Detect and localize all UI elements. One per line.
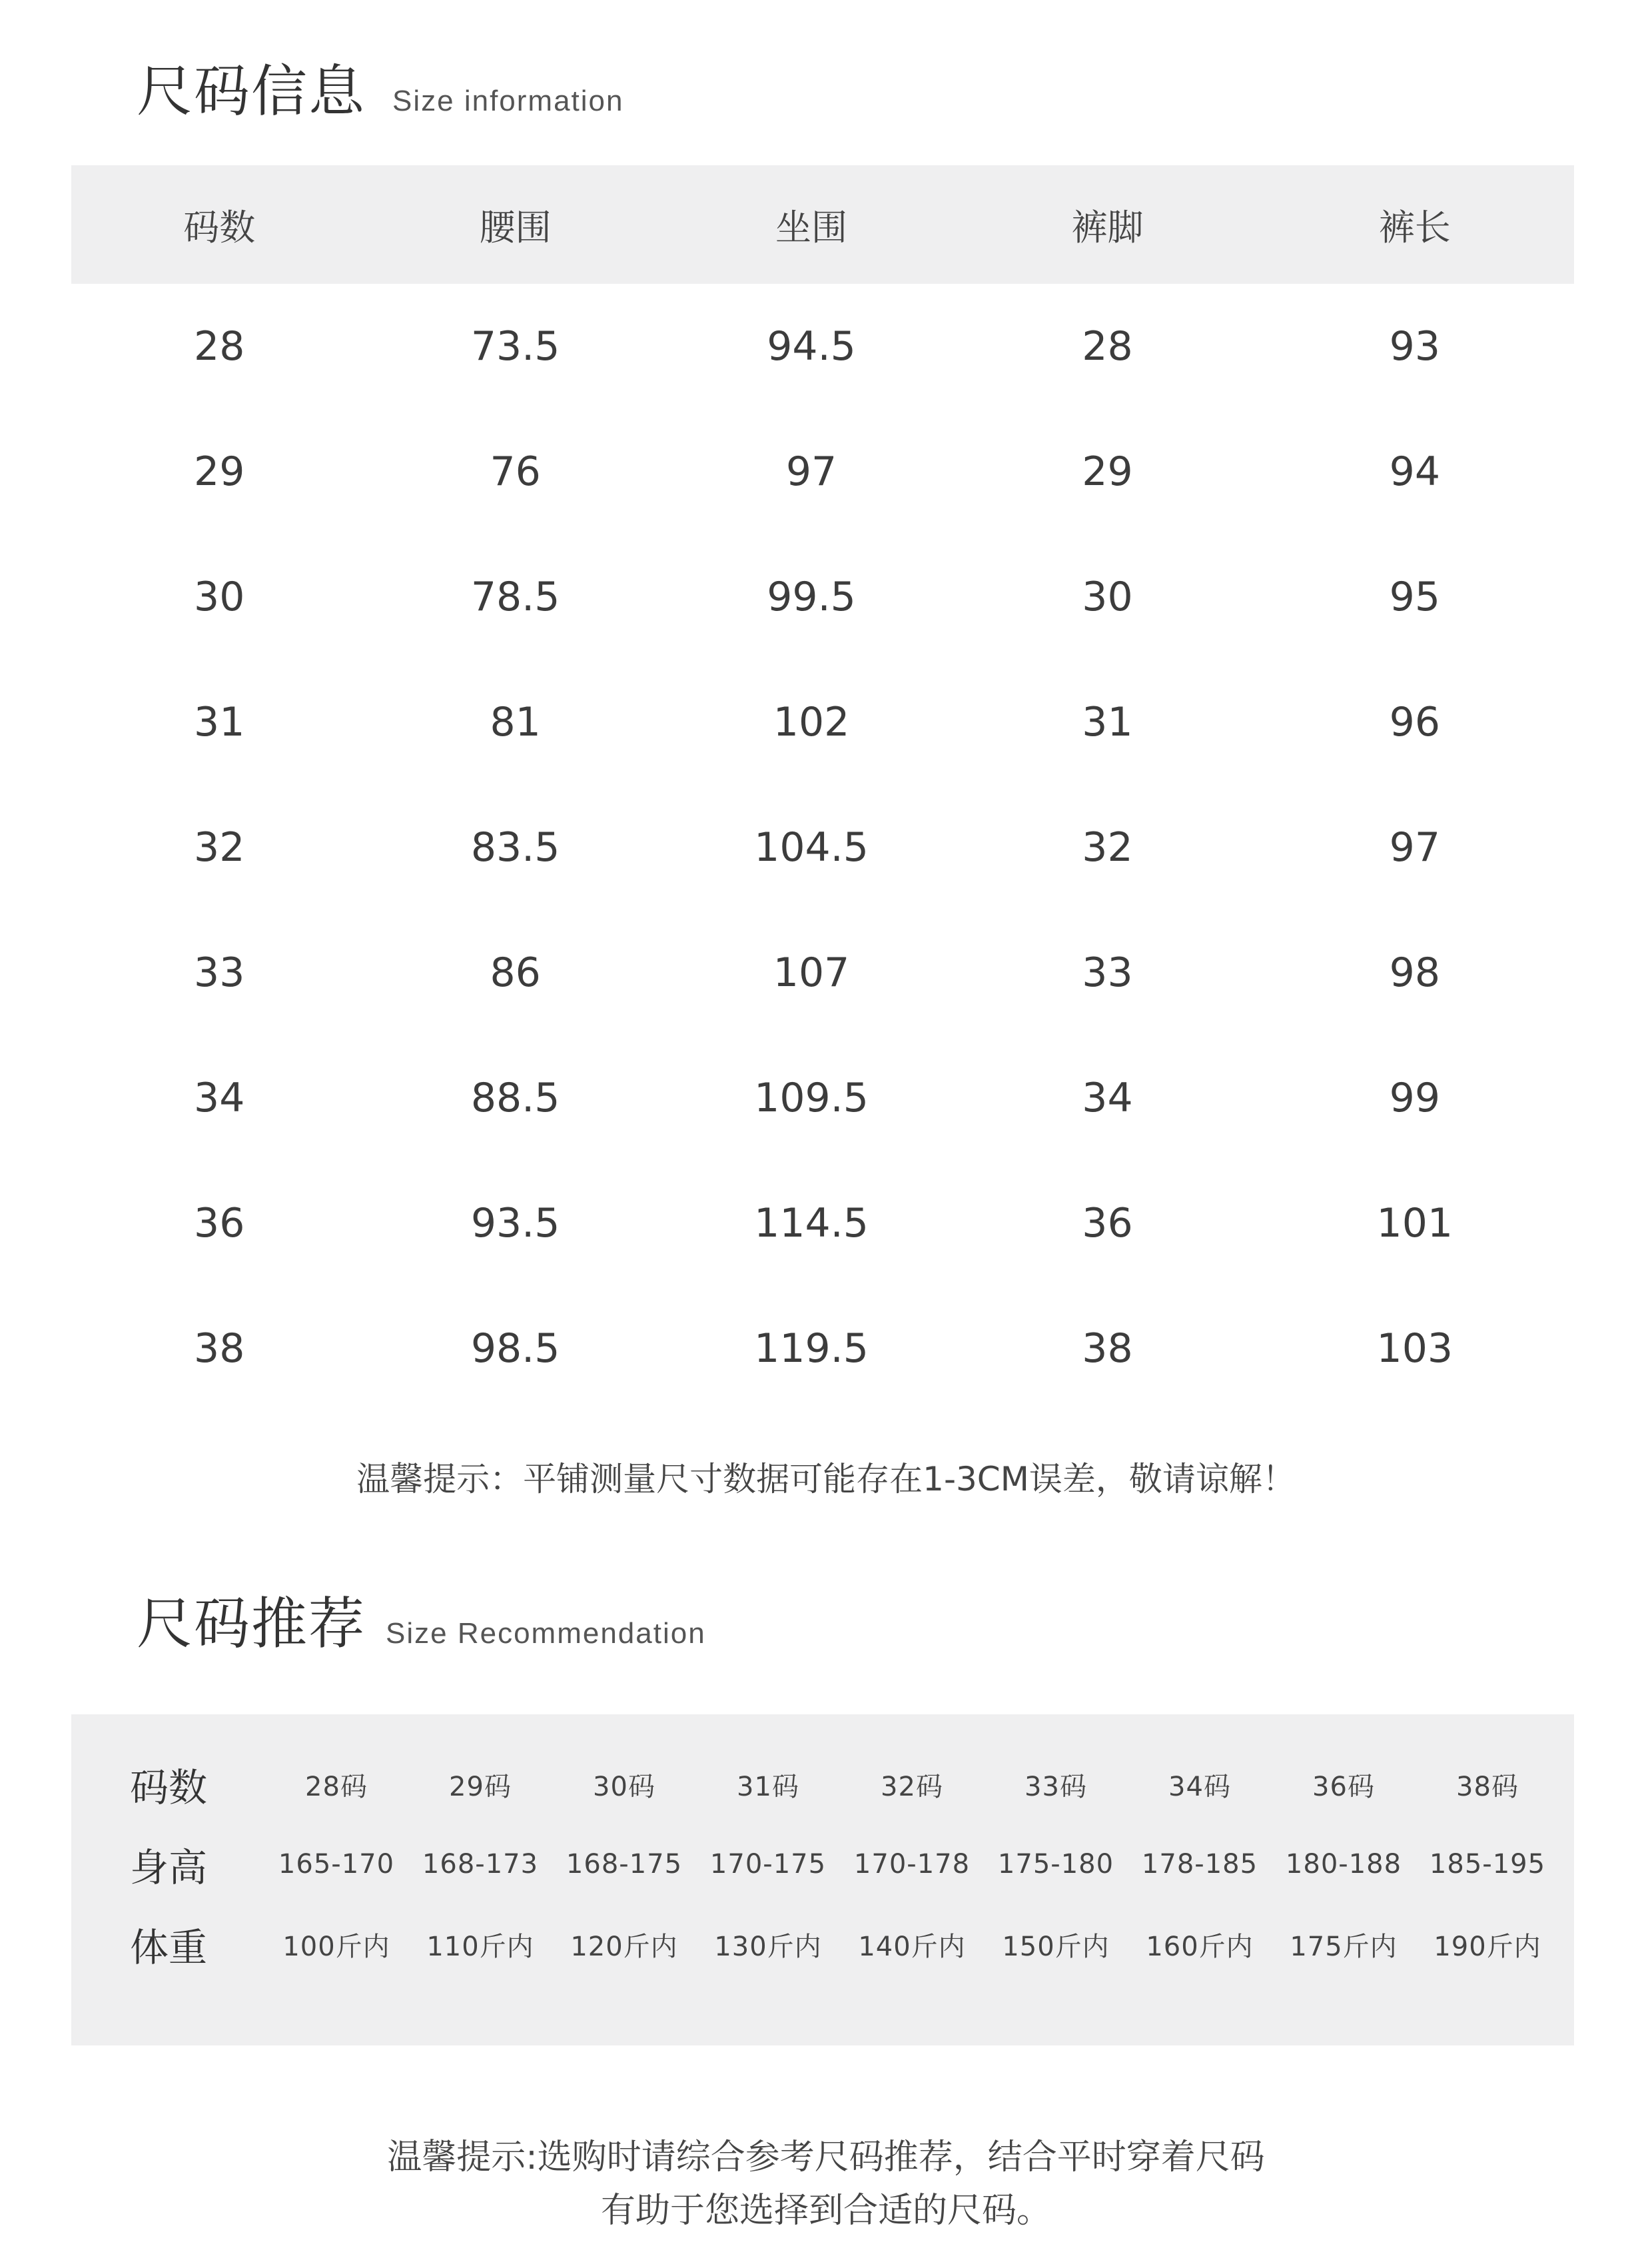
table-cell: 36 xyxy=(1082,1200,1133,1247)
rec-cell: 168-173 xyxy=(422,1849,539,1880)
rec-cell: 175-180 xyxy=(997,1849,1114,1880)
size-rec-title-cn: 尺码推荐 xyxy=(137,1591,366,1656)
rec-cell: 170-178 xyxy=(853,1849,971,1880)
table-cell: 107 xyxy=(773,949,850,996)
table-cell: 33 xyxy=(1082,949,1133,996)
table-cell: 76 xyxy=(490,448,541,495)
table-row xyxy=(71,1286,1574,1411)
rec-cell: 185-195 xyxy=(1429,1849,1546,1880)
rec-cell: 28码 xyxy=(305,1771,368,1802)
rec-cell: 165-170 xyxy=(278,1849,395,1880)
table-cell: 38 xyxy=(194,1325,245,1372)
size-rec-note-line2: 有助于您选择到合适的尺码。 xyxy=(600,2191,1051,2231)
rec-cell: 32码 xyxy=(881,1771,943,1802)
table-cell: 81 xyxy=(490,699,541,746)
table-cell: 86 xyxy=(490,949,541,996)
table-cell: 101 xyxy=(1376,1200,1453,1247)
table-cell: 99.5 xyxy=(767,574,856,620)
table-cell: 102 xyxy=(773,699,850,746)
table-cell: 29 xyxy=(1082,448,1133,495)
header-cell: 裤脚 xyxy=(1071,206,1144,249)
table-cell: 28 xyxy=(194,323,245,370)
table-cell: 97 xyxy=(1389,824,1440,871)
size-rec-title-en: Size Recommendation xyxy=(386,1617,706,1650)
table-row xyxy=(71,910,1574,1035)
table-cell: 114.5 xyxy=(754,1200,869,1247)
table-cell: 32 xyxy=(194,824,245,871)
table-cell: 94.5 xyxy=(767,323,856,370)
rec-row-label: 身高 xyxy=(130,1845,208,1890)
table-cell: 93 xyxy=(1389,323,1440,370)
header-cell: 腰围 xyxy=(479,206,552,249)
table-row xyxy=(71,660,1574,785)
rec-row-label: 码数 xyxy=(130,1765,208,1810)
rec-cell: 120斤内 xyxy=(570,1931,678,1962)
rec-cell: 34码 xyxy=(1168,1771,1231,1802)
size-info-table xyxy=(71,165,1574,1411)
table-cell: 83.5 xyxy=(470,824,560,871)
table-cell: 109.5 xyxy=(754,1075,869,1121)
header-cell: 坐围 xyxy=(775,206,848,249)
table-cell: 31 xyxy=(1082,699,1133,746)
rec-cell: 140斤内 xyxy=(858,1931,966,1962)
rec-cell: 33码 xyxy=(1025,1771,1087,1802)
size-info-title-en: Size information xyxy=(392,85,624,117)
rec-cell: 175斤内 xyxy=(1290,1931,1398,1962)
size-rec-title xyxy=(137,1579,706,1660)
rec-cell: 178-185 xyxy=(1141,1849,1258,1880)
table-row xyxy=(71,284,1574,409)
rec-cell: 36码 xyxy=(1312,1771,1375,1802)
rec-cell: 130斤内 xyxy=(714,1931,822,1962)
table-row xyxy=(71,1035,1574,1161)
table-row xyxy=(71,1161,1574,1286)
table-cell: 30 xyxy=(1082,574,1133,620)
size-info-title xyxy=(137,47,624,127)
header-cell: 码数 xyxy=(183,206,256,249)
rec-cell: 160斤内 xyxy=(1146,1931,1254,1962)
table-cell: 119.5 xyxy=(754,1325,869,1372)
header-cell: 裤长 xyxy=(1378,206,1451,249)
table-cell: 73.5 xyxy=(470,323,560,370)
table-cell: 94 xyxy=(1389,448,1440,495)
table-cell: 31 xyxy=(194,699,245,746)
size-rec-note-line1: 温馨提示:选购时请综合参考尺码推荐，结合平时穿着尺码 xyxy=(387,2137,1265,2177)
size-rec-table xyxy=(71,1714,1574,2045)
size-info-note: 温馨提示：平铺测量尺寸数据可能存在1-3CM误差，敬请谅解！ xyxy=(356,1460,1296,1498)
table-cell: 99 xyxy=(1389,1075,1440,1121)
rec-row-height xyxy=(71,1828,1574,1901)
table-cell: 29 xyxy=(194,448,245,495)
table-row xyxy=(71,409,1574,534)
table-cell: 30 xyxy=(194,574,245,620)
table-cell: 103 xyxy=(1376,1325,1453,1372)
rec-row-weight xyxy=(71,1908,1574,1981)
table-cell: 33 xyxy=(194,949,245,996)
table-row xyxy=(71,785,1574,910)
rec-cell: 180-188 xyxy=(1285,1849,1402,1880)
table-cell: 96 xyxy=(1389,699,1440,746)
table-cell: 78.5 xyxy=(470,574,560,620)
rec-cell: 100斤内 xyxy=(282,1931,390,1962)
table-cell: 28 xyxy=(1082,323,1133,370)
rec-row-size xyxy=(71,1748,1574,1821)
size-table-body xyxy=(71,284,1574,1411)
rec-cell: 170-175 xyxy=(709,1849,827,1880)
rec-row-label: 体重 xyxy=(130,1925,208,1970)
table-cell: 104.5 xyxy=(754,824,869,871)
rec-cell: 31码 xyxy=(737,1771,799,1802)
rec-cell: 190斤内 xyxy=(1434,1931,1541,1962)
table-cell: 34 xyxy=(194,1075,245,1121)
table-cell: 36 xyxy=(194,1200,245,1247)
table-cell: 34 xyxy=(1082,1075,1133,1121)
table-cell: 95 xyxy=(1389,574,1440,620)
rec-cell: 110斤内 xyxy=(426,1931,534,1962)
table-cell: 38 xyxy=(1082,1325,1133,1372)
table-cell: 98.5 xyxy=(470,1325,560,1372)
table-cell: 32 xyxy=(1082,824,1133,871)
size-table-header xyxy=(71,165,1574,284)
rec-cell: 38码 xyxy=(1456,1771,1519,1802)
rec-cell: 150斤内 xyxy=(1002,1931,1110,1962)
rec-cell: 30码 xyxy=(593,1771,655,1802)
table-cell: 98 xyxy=(1389,949,1440,996)
table-cell: 97 xyxy=(785,448,837,495)
table-cell: 93.5 xyxy=(470,1200,560,1247)
size-info-title-cn: 尺码信息 xyxy=(137,59,366,124)
table-cell: 88.5 xyxy=(470,1075,560,1121)
table-row xyxy=(71,534,1574,660)
rec-cell: 168-175 xyxy=(566,1849,683,1880)
rec-cell: 29码 xyxy=(449,1771,512,1802)
